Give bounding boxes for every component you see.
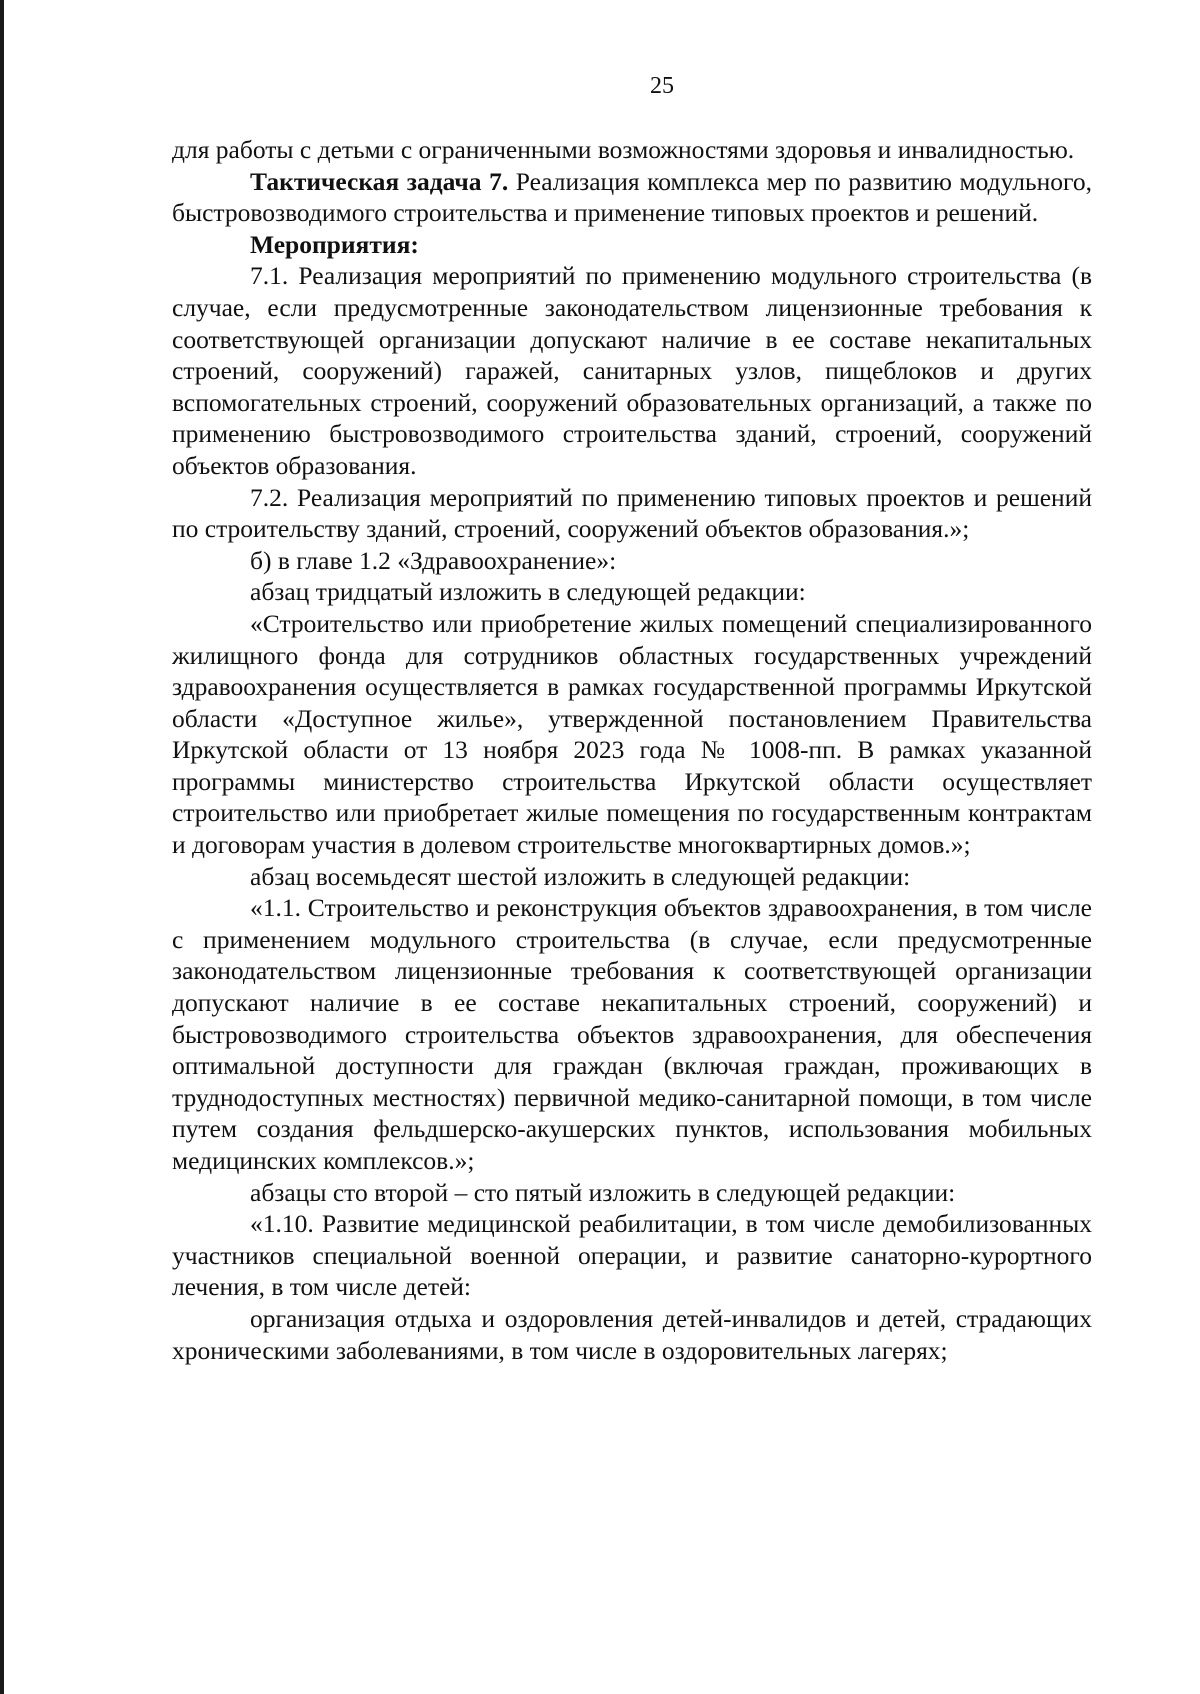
paragraph-text: «1.10. Развитие медицинской реабилитации, в том числе демобилизованных участников специальной военной операции, и развитие санаторно-курортного лечения, в том числе детей: bbox=[172, 1209, 1092, 1302]
paragraph-text: абзацы сто второй – сто пятый изложить в следующей редакции: bbox=[250, 1177, 956, 1207]
paragraph-text: Реализация комплекса мер по развитию модульного, быстровозводимого строительства и применение типовых проектов и решений. bbox=[172, 166, 1092, 228]
paragraph bbox=[172, 545, 1092, 577]
document-body bbox=[172, 134, 1092, 1366]
paragraph-text: «1.1. Строительство и реконструкция объектов здравоохранения, в том числе с применением модульного строительства (в случае, если предусмотренные законодательством лицензионные требования к соответствующей организации допускают наличие в ее составе некапитальных строений, сооружений) и быстровозводимого строительства объектов здравоохранения, для обеспечения оптимальной доступности для граждан (включая граждан, проживающих в труднодоступных местностях) первичной медико-санитарной помощи, в том числе путем создания фельдшерско-акушерских пунктов, использования мобильных медицинских комплексов.»; bbox=[172, 893, 1092, 1175]
paragraph bbox=[172, 576, 1092, 608]
page-number: 25 bbox=[650, 73, 674, 99]
scan-edge bbox=[0, 0, 4, 1694]
paragraph-text: для работы с детьми с ограниченными возможностями здоровья и инвалидностью. bbox=[172, 135, 1075, 164]
paragraph bbox=[172, 861, 1092, 893]
paragraph bbox=[172, 1208, 1092, 1303]
paragraph-text: абзац восемьдесят шестой изложить в следующей редакции: bbox=[250, 861, 911, 891]
paragraph-text: 7.2. Реализация мероприятий по применению типовых проектов и решений по строительству зданий, строений, сооружений объектов образования.»; bbox=[172, 482, 1092, 544]
paragraph-text: организация отдыха и оздоровления детей-инвалидов и детей, страдающих хроническими заболеваниями, в том числе в оздоровительных лагерях; bbox=[172, 1303, 1092, 1365]
paragraph bbox=[172, 1177, 1092, 1209]
paragraph bbox=[172, 260, 1092, 481]
paragraph-text: абзац тридцатый изложить в следующей редакции: bbox=[250, 577, 806, 607]
paragraph bbox=[172, 482, 1092, 545]
paragraph bbox=[172, 892, 1092, 1176]
paragraph-text: «Строительство или приобретение жилых помещений специализированного жилищного фонда для сотрудников областных государственных учреждений здравоохранения осуществляется в рамках государственной программы Иркутской области «Доступное жилье», утвержденной постановлением Правительства Иркутской области от 13 ноября 2023 года № 1008-пп. В рамках указанной программы министерство строительства Иркутской области осуществляет строительство или приобретает жилые помещения по государственным контрактам и договорам участия в долевом строительстве многоквартирных домов.»; bbox=[172, 608, 1092, 860]
tactical-task-heading bbox=[172, 166, 1092, 229]
paragraph-text: 7.1. Реализация мероприятий по применению модульного строительства (в случае, если предусмотренные законодательством лицензионные требования к соответствующей организации допускают наличие в ее составе некапитальных строений, сооружений) гаражей, санитарных узлов, пищеблоков и других вспомогательных строений, сооружений образовательных организаций, а также по применению быстровозводимого строительства зданий, строений, сооружений объектов образования. bbox=[172, 261, 1092, 480]
paragraph bbox=[172, 134, 1092, 166]
document-page bbox=[172, 70, 1092, 1366]
measures-heading bbox=[172, 229, 1092, 261]
paragraph-bold: Мероприятия: bbox=[250, 229, 419, 259]
paragraph bbox=[172, 608, 1092, 861]
paragraph bbox=[172, 1303, 1092, 1366]
paragraph-text: б) в главе 1.2 «Здравоохранение»: bbox=[250, 545, 617, 575]
paragraph-bold: Тактическая задача 7. bbox=[250, 166, 509, 196]
